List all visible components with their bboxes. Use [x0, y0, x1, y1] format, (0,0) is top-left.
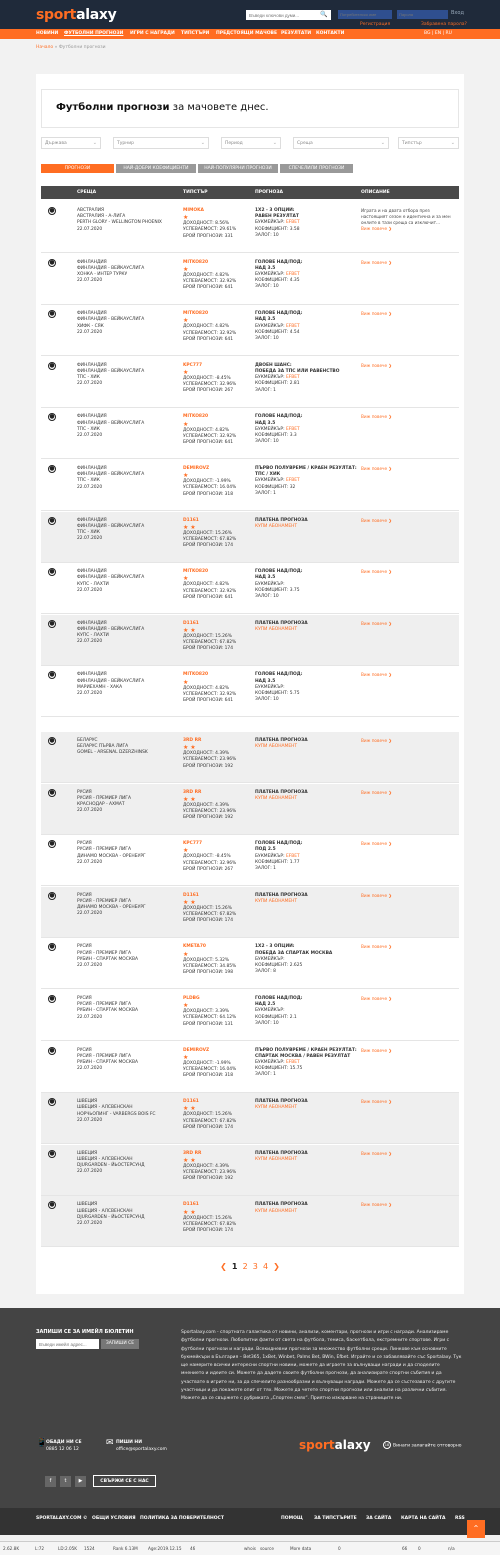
sitemap-link[interactable]: КАРТА НА САЙТА: [401, 1516, 446, 1521]
nav-item-games[interactable]: ИГРИ С НАГРАДИ: [130, 31, 175, 36]
description-cell: [361, 672, 453, 678]
tipster-name[interactable]: D1161: [183, 1202, 199, 1208]
match-cell[interactable]: ШВЕЦИЯ ШВЕЦИЯ - АЛСВЕНСКАН НОРЧЬОПИНГ - VARBERGS BOIS FC 22.07.2020: [77, 1099, 156, 1123]
description-cell: [361, 518, 453, 524]
see-more-link[interactable]: Виж повече ❯: [361, 466, 392, 471]
seo-metric[interactable]: 66: [402, 1546, 408, 1551]
match-cell[interactable]: ФИНЛАНДИЯ ФИНЛАНДИЯ - ВЕЙКАУСЛИГА ТПС - ХИК 22.07.2020: [77, 466, 145, 490]
phone-icon: 📱: [36, 1438, 48, 1448]
page-title: Футболни прогнози за мачовете днес.: [56, 102, 269, 113]
seo-metric[interactable]: 2.62.8K: [3, 1546, 20, 1551]
responsible-gambling: 18 Винаги залагайте отговорно: [384, 1443, 462, 1449]
see-more-link[interactable]: Виж повече ❯: [361, 996, 392, 1001]
see-more-link[interactable]: Виж повече ❯: [361, 841, 392, 847]
match-cell[interactable]: АВСТРАЛИЯ АВСТРАЛИЯ - А-ЛИГА PERTH GLORY - WELLINGTON PHOENIX 22.07.2020: [77, 208, 162, 232]
username-input[interactable]: [338, 10, 392, 19]
bookmaker-link[interactable]: EFBET: [285, 220, 300, 226]
description-cell: [361, 841, 453, 847]
pager-next[interactable]: ❯: [273, 1262, 280, 1271]
footer-logo[interactable]: sportalaxy: [299, 1438, 371, 1452]
prediction-cell: ПЪРВО ПОЛУВРЕМЕ / КРАЕН РЕЗУЛТАТ: ТПС / ХИК БУКМЕЙКЪР: EFBET КОЕФИЦИЕНТ: 32 ЗАЛОГ: 1: [255, 466, 357, 496]
bookmaker-link[interactable]: EFBET: [285, 853, 300, 859]
filter-period[interactable]: Период ⌄: [221, 137, 281, 149]
about-site-link[interactable]: ЗА САЙТА: [366, 1516, 392, 1521]
tab-popular[interactable]: НАЙ-ПОПУЛЯРНИ ПРОГНОЗИ: [198, 164, 278, 173]
table-row: [41, 1196, 459, 1247]
match-cell[interactable]: ФИНЛАНДИЯ ФИНЛАНДИЯ - ВЕЙКАУСЛИГА КУПС - ЛАХТИ 22.07.2020: [77, 569, 145, 593]
subscribe-link[interactable]: КУПИ АБОНАМЕНТ: [255, 627, 298, 632]
mail-icon: ✉: [106, 1438, 114, 1448]
subscribe-link[interactable]: КУПИ АБОНАМЕНТ: [255, 1105, 298, 1111]
chevron-down-icon: ⌄: [200, 140, 205, 146]
subscribe-link[interactable]: КУПИ АБОНАМЕНТ: [255, 795, 298, 801]
tipster-name[interactable]: MITKO820: [183, 672, 209, 678]
tipster-name[interactable]: 3RD RR: [183, 738, 202, 743]
tipster-cell: D1161 ★ ★ ДОХОДНОСТ: 15.26% УСПЕВАЕМОСТ: 67.82% БРОЙ ПРОГНОЗИ: 174: [183, 620, 237, 652]
seo-metric[interactable]: Rank 6.13M: [113, 1546, 138, 1551]
football-icon: ●: [49, 1046, 55, 1054]
see-more-link[interactable]: Виж повече ❯: [361, 259, 392, 265]
tipster-cell: MITKO820 ★ ДОХОДНОСТ: 4.82% УСПЕВАЕМОСТ: 32.92% БРОЙ ПРОГНОЗИ: 641: [183, 414, 237, 445]
tab-best-odds[interactable]: НАЙ-ДОБРИ КОЕФИЦИЕНТИ: [116, 164, 196, 173]
filter-match[interactable]: Среща ⌄: [293, 137, 389, 149]
tipster-cell: KPC777 ★ ДОХОДНОСТ: -8.45% УСПЕВАЕМОСТ: 32.96% БРОЙ ПРОГНОЗИ: 267: [183, 362, 237, 394]
title-card: [41, 89, 459, 128]
football-icon: ●: [49, 310, 55, 318]
match-cell[interactable]: РУСИЯ РУСИЯ - ПРЕМИЕР ЛИГА РУБИН - СПАРТАК МОСКВА 22.07.2020: [77, 996, 138, 1020]
prediction-cell: ПЛАТЕНА ПРОГНОЗА КУПИ АБОНАМЕНТ: [255, 789, 308, 801]
football-icon: ●: [49, 671, 55, 679]
tipster-cell: KPC777 ★ ДОХОДНОСТ: -8.45% УСПЕВАЕМОСТ: 32.96% БРОЙ ПРОГНОЗИ: 267: [183, 841, 237, 872]
subscribe-link[interactable]: КУПИ АБОНАМЕНТ: [255, 1208, 298, 1214]
match-cell[interactable]: РУСИЯ РУСИЯ - ПРЕМИЕР ЛИГА РУБИН - СПАРТАК МОСКВА 22.07.2020: [77, 1047, 138, 1072]
language-switcher[interactable]: BG | EN | RU: [424, 31, 452, 36]
seo-metric[interactable]: whois: [244, 1546, 256, 1551]
col-prediction: ПРОГНОЗА: [255, 190, 284, 195]
tipster-name[interactable]: DEMIROVZ: [183, 1047, 210, 1053]
nav-item-predictions[interactable]: ФУТБОЛНИ ПРОГНОЗИ: [64, 31, 124, 36]
col-tipster: ТИПСТЪР: [183, 190, 208, 195]
star-icon: ★: [183, 472, 189, 480]
tipster-cell: 3RD RR ★ ★ ДОХОДНОСТ: 4.39% УСПЕВАЕМОСТ: 23.96% БРОЙ ПРОГНОЗИ: 192: [183, 738, 237, 769]
see-more-link[interactable]: Виж повече ❯: [361, 620, 392, 626]
star-icon: ★: [183, 420, 189, 428]
football-icon: ●: [49, 465, 55, 472]
table-row: [41, 512, 459, 563]
table-row: [41, 1093, 459, 1144]
subscribe-link[interactable]: КУПИ АБОНАМЕНТ: [255, 523, 298, 529]
star-icon: ★: [183, 1053, 189, 1061]
tipster-name[interactable]: KMETA70: [183, 944, 206, 950]
star-icon: ★ ★: [183, 627, 196, 634]
tipster-name[interactable]: MITKO820: [183, 311, 209, 317]
login-button[interactable]: Вход: [451, 10, 464, 16]
email-link[interactable]: office@sportalaxy.com: [116, 1446, 167, 1452]
table-row: [41, 1042, 459, 1093]
pager-page-4[interactable]: 4: [262, 1262, 269, 1271]
prediction-cell: ГОЛОВЕ НАД/ПОД: НАД 3.5 БУКМЕЙКЪР: EFBET КОЕФИЦИЕНТ: 4.35 ЗАЛОГ: 10: [255, 259, 303, 290]
football-icon: ●: [49, 943, 55, 951]
star-icon: ★ ★: [183, 523, 196, 531]
scroll-to-top-button[interactable]: ⌃: [467, 1520, 485, 1538]
forgot-password-link[interactable]: Забравена парола?: [421, 22, 467, 27]
star-icon: ★: [183, 317, 189, 325]
star-icon: ★: [183, 214, 189, 222]
prediction-cell: ПЛАТЕНА ПРОГНОЗА КУПИ АБОНАМЕНТ: [255, 1150, 308, 1162]
star-icon: ★ ★: [183, 744, 196, 752]
description-cell: Играта и на двата отбора през настоящият сезон е идентична и за мен онлите в тази среща са изключит... Виж повече ❯: [361, 208, 453, 232]
table-row: [41, 460, 459, 511]
tipster-name[interactable]: D1161: [183, 620, 199, 626]
tipster-name[interactable]: MIMOKA: [183, 208, 204, 213]
see-more-link[interactable]: Виж повече ❯: [361, 738, 392, 743]
see-more-link[interactable]: Виж повече ❯: [361, 414, 392, 420]
see-more-link[interactable]: Виж повече ❯: [361, 517, 392, 523]
match-cell[interactable]: РУСИЯ РУСИЯ - ПРЕМИЕР ЛИГА ДИНАМО МОСКВА - ОРЕНБУРГ 22.07.2020: [77, 841, 146, 865]
nav-item-upcoming[interactable]: ПРЕДСТОЯЩИ МАЧОВЕ: [216, 31, 278, 36]
filter-tipster[interactable]: Типстър ⌄: [398, 137, 459, 149]
tipster-name[interactable]: MITKO820: [183, 259, 209, 265]
match-cell[interactable]: ФИНЛАНДИЯ ФИНЛАНДИЯ - ВЕЙКАУСЛИГА ХОНКА - ИНТЕР ТУРКУ 22.07.2020: [77, 259, 145, 284]
description-cell: [361, 311, 453, 317]
contact-button[interactable]: СВЪРЖИ СЕ С НАС: [93, 1475, 156, 1487]
match-cell[interactable]: РУСИЯ РУСИЯ - ПРЕМИЕР ЛИГА КРАСНОДАР - АХМАТ 22.07.2020: [77, 789, 131, 814]
description-cell: [361, 944, 453, 950]
star-icon: ★: [183, 678, 189, 686]
tipster-cell: D1161 ★ ★ ДОХОДНОСТ: 15.26% УСПЕВАЕМОСТ: 67.82% БРОЙ ПРОГНОЗИ: 174: [183, 1099, 237, 1130]
seo-metric[interactable]: Age:2019.12.15: [148, 1546, 182, 1551]
match-cell[interactable]: ФИНЛАНДИЯ ФИНЛАНДИЯ - ВЕЙКАУСЛИГА ХИФК - СЯК 22.07.2020: [77, 311, 145, 335]
subscribe-link[interactable]: КУПИ АБОНАМЕНТ: [255, 744, 298, 750]
table-row: [41, 254, 459, 305]
tipster-name[interactable]: MITKO820: [183, 414, 209, 420]
tipster-name[interactable]: D1161: [183, 517, 199, 523]
main-nav: [0, 29, 500, 39]
prediction-cell: ПЛАТЕНА ПРОГНОЗА КУПИ АБОНАМЕНТ: [255, 738, 308, 750]
description-cell: [361, 363, 453, 369]
seo-toolbar: [0, 1541, 500, 1555]
tipster-cell: DEMIROVZ ★ ДОХОДНОСТ: -1.99% УСПЕВАЕМОСТ: 16.04% БРОЙ ПРОГНОЗИ: 318: [183, 466, 237, 497]
football-icon: ●: [49, 788, 55, 796]
filter-country[interactable]: Държава ⌄: [41, 137, 101, 149]
tipster-cell: 3RD RR ★ ★ ДОХОДНОСТ: 4.39% УСПЕВАЕМОСТ: 23.96% БРОЙ ПРОГНОЗИ: 192: [183, 1150, 237, 1182]
star-icon: ★: [183, 265, 189, 273]
pagination: [36, 1262, 464, 1271]
description-cell: [361, 1048, 453, 1054]
see-more-link[interactable]: Виж повече ❯: [361, 362, 392, 368]
seo-metric[interactable]: 0: [338, 1546, 341, 1551]
search-input[interactable]: [246, 10, 331, 20]
match-cell[interactable]: БЕЛАРУС БЕЛАРУС ПЪРВА ЛИГА GOMEL - ARSENAL DZERZHINSK: [77, 738, 148, 756]
description-cell: [361, 466, 453, 472]
football-icon: ●: [49, 995, 55, 1002]
tipster-cell: MITKO820 ★ ДОХОДНОСТ: 4.82% УСПЕВАЕМОСТ: 32.92% БРОЙ ПРОГНОЗИ: 641: [183, 569, 237, 600]
tipster-name[interactable]: MITKO820: [183, 569, 209, 575]
rss-link[interactable]: RSS: [455, 1516, 465, 1521]
football-icon: ●: [49, 258, 55, 266]
facebook-icon[interactable]: f: [45, 1476, 56, 1487]
description-cell: [361, 893, 453, 899]
tipster-name[interactable]: DEMIROVZ: [183, 466, 210, 471]
match-cell[interactable]: ШВЕЦИЯ ШВЕЦИЯ - АЛСВЕНСКАН DJURGARDEN - ЙЬОСТЕРСУНД 22.07.2020: [77, 1202, 145, 1226]
breadcrumb: Начало » Футболни прогнози: [36, 45, 106, 50]
match-cell[interactable]: ФИНЛАНДИЯ ФИНЛАНДИЯ - ВЕЙКАУСЛИГА МАРИЕХАМН - ХАКА 22.07.2020: [77, 672, 145, 696]
prediction-cell: ПЛАТЕНА ПРОГНОЗА КУПИ АБОНАМЕНТ: [255, 620, 308, 632]
prediction-cell: ПЪРВО ПОЛУВРЕМЕ / КРАЕН РЕЗУЛТАТ: СПАРТАК МОСКВА / РАВЕН РЕЗУЛТАТ БУКМЕЙКЪР: EFBET КОЕФИЦИЕНТ: 15.75 ЗАЛОГ: 1: [255, 1047, 357, 1078]
table-row: [41, 202, 459, 253]
password-input[interactable]: [397, 10, 448, 19]
privacy-link[interactable]: ПОЛИТИКА ЗА ПОВЕРИТЕЛНОСТ: [140, 1516, 224, 1521]
chevron-down-icon: ⌄: [92, 140, 97, 146]
help-link[interactable]: ПОМОЩ: [281, 1516, 303, 1521]
prediction-cell: ПЛАТЕНА ПРОГНОЗА КУПИ АБОНАМЕНТ: [255, 892, 308, 904]
table-row: [41, 408, 459, 459]
star-icon: ★ ★: [183, 1208, 196, 1216]
see-more-link[interactable]: Виж повече ❯: [361, 789, 392, 795]
top-bar: [0, 0, 500, 29]
prediction-cell: ГОЛОВЕ НАД/ПОД: НАД 3.5 БУКМЕЙКЪР: EFBET КОЕФИЦИЕНТ: 4.54 ЗАЛОГ: 10: [255, 311, 303, 341]
pager-prev[interactable]: ❮: [220, 1262, 227, 1271]
description-cell: [361, 621, 453, 627]
breadcrumb-home[interactable]: Начало: [36, 45, 54, 50]
description-cell: [361, 569, 453, 575]
star-icon: ★ ★: [183, 1105, 196, 1113]
tipster-name[interactable]: PLDBG: [183, 996, 200, 1001]
seo-metric[interactable]: 0: [418, 1546, 421, 1551]
tipster-cell: MITKO820 ★ ДОХОДНОСТ: 4.82% УСПЕВАЕМОСТ: 32.92% БРОЙ ПРОГНОЗИ: 641: [183, 259, 237, 291]
football-icon: ●: [49, 516, 55, 524]
tipster-cell: D1161 ★ ★ ДОХОДНОСТ: 15.26% УСПЕВАЕМОСТ: 67.82% БРОЙ ПРОГНОЗИ: 174: [183, 517, 237, 549]
search-icon[interactable]: 🔍: [320, 11, 328, 18]
description-cell: [361, 738, 453, 744]
table-row: [41, 835, 459, 886]
table-row: [41, 615, 459, 666]
prediction-cell: 1X2 - 3 ОПЦИИ: РАВЕН РЕЗУЛТАТ БУКМЕЙКЪР: EFBET КОЕФИЦИЕНТ: 3.58 ЗАЛОГ: 10: [255, 208, 300, 238]
newsletter-email-input[interactable]: [36, 1339, 99, 1349]
site-logo[interactable]: sportalaxy: [36, 7, 117, 23]
football-icon: ●: [49, 891, 55, 899]
see-more-link[interactable]: Виж повече ❯: [361, 226, 392, 231]
star-icon: ★: [183, 369, 189, 376]
breadcrumb-current: Футболни прогнози: [58, 45, 106, 50]
table-row: [41, 357, 459, 408]
nav-item-results[interactable]: РЕЗУЛТАТИ: [281, 31, 312, 36]
nav-item-tipsters[interactable]: ТИПСТЪРИ: [181, 31, 210, 36]
football-icon: ●: [49, 1201, 55, 1209]
table-row: [41, 732, 459, 783]
description-cell: [361, 1202, 453, 1208]
table-row: [41, 887, 459, 938]
star-icon: ★: [183, 847, 189, 855]
tipster-cell: KMETA70 ★ ДОХОДНОСТ: 5.32% УСПЕВАЕМОСТ: 34.85% БРОЙ ПРОГНОЗИ: 198: [183, 944, 237, 975]
football-icon: ●: [49, 413, 55, 421]
col-match: СРЕЩА: [77, 190, 97, 195]
tipster-cell: MITKO820 ★ ДОХОДНОСТ: 4.82% УСПЕВАЕМОСТ: 32.92% БРОЙ ПРОГНОЗИ: 641: [183, 672, 237, 703]
seo-metric[interactable]: source: [260, 1546, 274, 1551]
football-icon: ●: [49, 1149, 55, 1157]
tipster-name[interactable]: D1161: [183, 1099, 199, 1105]
match-cell[interactable]: ФИНЛАНДИЯ ФИНЛАНДИЯ - ВЕЙКАУСЛИГА ТПС - ХИК 22.07.2020: [77, 414, 145, 438]
prediction-cell: ГОЛОВЕ НАД/ПОД: НАД 3.5 БУКМЕЙКЪР: КОЕФИЦИЕНТ: 5.75 ЗАЛОГ: 10: [255, 672, 303, 703]
footer: ЗАПИШИ СЕ ЗА ИМЕЙЛ БЮЛЕТИН Въведи имейл адрес... ЗАПИШИ СЕ Sportalaxy.com - спортната галактика от новини, анализи, коментари, прогнози и игри с награди. Анализираме футболни прогнози. Любопитни факти от света на футбола, тениса, баскетбола, екстремните спортове. Игри с футболни прогнози и награди. Всекидневни прогнози за множество футболни срещи. Линкове към основните букмейкъри в България – Bet365, 1xBet, Winbet, Palms Bet, BWin, Efbet. Играйте и се забавлявайте със Sportalaxy. Тук ще намерите всички интересни спортни новини, можете да играете за вълнуващи награди и да споделите мнението и идеите си. Можете да дадете своите футболни прогнози, да анализирате спортни събития и да участвате в игрите ни, за да спечелите разнообразни и вълнуващи награди. Можете да се състезавате с другите участници и да покажете опит от тях. Можете да четете спортни прогнози или анализи на различни събития. Можете да се свържете с рубриката „Спортен смях“. Приятно изкарване на страниците ни. 📱 ОБАДИ НИ СЕ 0885 12 06 12 ✉ ПИШИ НИ office@sportalaxy.com sportalaxy 18 Винаги залагайте отговорно f t ▶ СВЪРЖИ СЕ С НАС: [0, 1308, 500, 1508]
seo-metric[interactable]: n/a: [448, 1546, 455, 1551]
bookmaker-link[interactable]: EFBET: [285, 375, 300, 381]
table-row: [41, 990, 459, 1041]
match-cell[interactable]: РУСИЯ РУСИЯ - ПРЕМИЕР ЛИГА ДИНАМО МОСКВА - ОРЕНБУРГ 22.07.2020: [77, 892, 146, 917]
prediction-cell: ДВОЕН ШАНС: ПОБЕДА ЗА ТПС ИЛИ РАВЕНСТВО БУКМЕЙКЪР: EFBET КОЕФИЦИЕНТ: 2.81 ЗАЛОГ: 1: [255, 362, 340, 393]
table-row: [41, 784, 459, 835]
prediction-cell: ГОЛОВЕ НАД/ПОД: НАД 2.5 БУКМЕЙКЪР: КОЕФИЦИЕНТ: 2.1 ЗАЛОГ: 10: [255, 996, 303, 1026]
star-icon: ★: [183, 575, 189, 583]
twitter-icon[interactable]: t: [60, 1476, 71, 1487]
chevron-down-icon: ⌄: [450, 140, 455, 146]
tipster-name[interactable]: 3RD RR: [183, 1150, 202, 1156]
age-18-icon: 18: [384, 1443, 390, 1447]
chevron-down-icon: ⌄: [380, 140, 385, 146]
prediction-cell: ГОЛОВЕ НАД/ПОД: ПОД 2.5 БУКМЕЙКЪР: EFBET КОЕФИЦИЕНТ: 1.77 ЗАЛОГ: 1: [255, 841, 303, 871]
star-icon: ★ ★: [183, 795, 196, 803]
prediction-cell: ПЛАТЕНА ПРОГНОЗА КУПИ АБОНАМЕНТ: [255, 517, 308, 529]
star-icon: ★: [183, 1002, 189, 1010]
chevron-down-icon: ⌄: [272, 140, 277, 146]
see-more-link[interactable]: Виж повече ❯: [361, 1099, 392, 1105]
bookmaker-link[interactable]: EFBET: [285, 323, 300, 329]
newsletter-subscribe-button[interactable]: ЗАПИШИ СЕ: [101, 1339, 139, 1349]
bookmaker-link[interactable]: EFBET: [285, 272, 300, 277]
see-more-link[interactable]: Виж повече ❯: [361, 672, 392, 678]
tipster-cell: D1161 ★ ★ ДОХОДНОСТ: 15.26% УСПЕВАЕМОСТ: 67.82% БРОЙ ПРОГНОЗИ: 174: [183, 1202, 237, 1233]
seo-metric[interactable]: LD:2.05K: [58, 1546, 78, 1551]
pager-page-1[interactable]: 1: [231, 1262, 238, 1271]
table-row: [41, 1145, 459, 1196]
nav-item-contacts[interactable]: КОНТАКТИ: [316, 31, 345, 36]
table-row: [41, 305, 459, 356]
tipster-cell: DEMIROVZ ★ ДОХОДНОСТ: -1.99% УСПЕВАЕМОСТ: 16.04% БРОЙ ПРОГНОЗИ: 318: [183, 1047, 237, 1079]
phone-number[interactable]: 0885 12 06 12: [46, 1446, 79, 1452]
table-row: [41, 938, 459, 989]
tipster-name[interactable]: KPC777: [183, 841, 203, 847]
tipster-name[interactable]: D1161: [183, 892, 199, 898]
match-cell[interactable]: ШВЕЦИЯ ШВЕЦИЯ - АЛСВЕНСКАН DJURGARDEN - ЙЬОСТЕРСУНД 22.07.2020: [77, 1150, 145, 1175]
see-more-link[interactable]: Виж повече ❯: [361, 1202, 392, 1208]
subscribe-link[interactable]: КУПИ АБОНАМЕНТ: [255, 1157, 298, 1162]
football-icon: ●: [49, 361, 55, 369]
tipster-name[interactable]: KPC777: [183, 362, 203, 368]
see-more-link[interactable]: Виж повече ❯: [361, 892, 392, 898]
tipster-cell: 3RD RR ★ ★ ДОХОДНОСТ: 4.39% УСПЕВАЕМОСТ: 23.96% БРОЙ ПРОГНОЗИ: 192: [183, 789, 237, 821]
tipster-cell: MIMOKA ★ ДОХОДНОСТ: 8.56% УСПЕВАЕМОСТ: 29.61% БРОЙ ПРОГНОЗИ: 331: [183, 208, 237, 239]
tipster-cell: MITKO820 ★ ДОХОДНОСТ: 4.82% УСПЕВАЕМОСТ: 32.92% БРОЙ ПРОГНОЗИ: 641: [183, 311, 237, 342]
football-icon: ●: [49, 1098, 55, 1106]
for-tipsters-link[interactable]: ЗА ТИПСТЪРИТЕ: [314, 1516, 357, 1521]
seo-metric[interactable]: 1524: [84, 1546, 95, 1551]
football-icon: ●: [49, 619, 55, 627]
copyright: SPORTALAXY.COM ©: [36, 1516, 88, 1521]
filter-tournament[interactable]: Турнир ⌄: [113, 137, 209, 149]
prediction-cell: ПЛАТЕНА ПРОГНОЗА КУПИ АБОНАМЕНТ: [255, 1099, 308, 1111]
star-icon: ★: [183, 950, 189, 958]
tipster-name[interactable]: 3RD RR: [183, 789, 202, 795]
register-link[interactable]: Регистрация: [360, 22, 391, 27]
see-more-link[interactable]: Виж повече ❯: [361, 944, 392, 950]
tab-predictions[interactable]: ПРОГНОЗИ: [41, 164, 114, 173]
newsletter-title: ЗАПИШИ СЕ ЗА ИМЕЙЛ БЮЛЕТИН: [36, 1329, 134, 1335]
tipster-cell: D1161 ★ ★ ДОХОДНОСТ: 15.26% УСПЕВАЕМОСТ: 67.82% БРОЙ ПРОГНОЗИ: 174: [183, 892, 237, 924]
pager-page-3[interactable]: 3: [252, 1262, 258, 1271]
description-cell: [361, 790, 453, 796]
seo-metric[interactable]: More data: [290, 1546, 312, 1551]
star-icon: ★ ★: [183, 1157, 196, 1164]
description-cell: [361, 1151, 453, 1157]
seo-metric[interactable]: L:72: [35, 1546, 45, 1551]
main-content: [36, 74, 464, 1294]
pager-page-2[interactable]: 2: [242, 1262, 248, 1271]
prediction-cell: ГОЛОВЕ НАД/ПОД: НАД 3.5 БУКМЕЙКЪР: КОЕФИЦИЕНТ: 3.75 ЗАЛОГ: 10: [255, 569, 303, 599]
table-header: [41, 186, 459, 199]
description-cell: [361, 260, 453, 266]
football-icon: ●: [49, 840, 55, 848]
description-cell: [361, 414, 453, 420]
see-more-link[interactable]: Виж повече ❯: [361, 1150, 392, 1156]
football-icon: ●: [49, 207, 55, 214]
youtube-icon[interactable]: ▶: [75, 1476, 86, 1487]
star-icon: ★ ★: [183, 899, 196, 906]
match-cell[interactable]: ФИНЛАНДИЯ ФИНЛАНДИЯ - ВЕЙКАУСЛИГА ТПС - ХИК 22.07.2020: [77, 517, 145, 542]
see-more-link[interactable]: Виж повече ❯: [361, 311, 392, 317]
tab-won[interactable]: СПЕЧЕЛИЛИ ПРОГНОЗИ: [280, 164, 353, 173]
bookmaker-link[interactable]: EFBET: [285, 478, 300, 484]
see-more-link[interactable]: Виж повече ❯: [361, 1047, 392, 1053]
tipster-cell: PLDBG ★ ДОХОДНОСТ: 3.39% УСПЕВАЕМОСТ: 64.12% БРОЙ ПРОГНОЗИ: 131: [183, 996, 237, 1027]
table-row: [41, 666, 459, 717]
bookmaker-link[interactable]: EFBET: [285, 1060, 300, 1065]
match-cell[interactable]: РУСИЯ РУСИЯ - ПРЕМИЕР ЛИГА РУБИН - СПАРТАК МОСКВА 22.07.2020: [77, 944, 138, 968]
match-cell[interactable]: ФИНЛАНДИЯ ФИНЛАНДИЯ - ВЕЙКАУСЛИГА КУПС - ЛАХТИ 22.07.2020: [77, 620, 145, 645]
about-text: Sportalaxy.com - спортната галактика от новини, анализи, коментари, прогнози и игри с награди. Анализираме футболни прогнози. Любопитни факти от света на футбола, тениса, баскетбола, екстремните спортове. Игри с футболни прогнози и награди. Всекидневни прогнози за множество футболни срещи. Линкове към основните букмейкъри в България – Bet365, 1xBet, Winbet, Palms Bet, BWin, Efbet. Играйте и се забавлявайте със Sportalaxy. Тук ще намерите всички интересни спортни новини, можете да играете за вълнуващи награди и да споделите мнението и идеите си. Можете да дадете своите футболни прогнози, да анализирате спортни събития и да участвате в игрите ни, за да спечелите разнообразни и вълнуващи награди. Можете да се състезавате с другите участници и да покажете опит от тях. Можете да четете спортни прогнози или анализи на различни събития. Можете да се свържете с рубриката „Спортен смях“. Приятно изкарване на страниците ни.: [181, 1330, 462, 1402]
match-cell[interactable]: ФИНЛАНДИЯ ФИНЛАНДИЯ - ВЕЙКАУСЛИГА ТПС - ХИК 22.07.2020: [77, 362, 145, 387]
prediction-cell: 1X2 - 3 ОПЦИИ: ПОБЕДА ЗА СПАРТАК МОСКВА БУКМЕЙКЪР: КОЕФИЦИЕНТ: 2.625 ЗАЛОГ: 8: [255, 944, 333, 975]
table-row: [41, 563, 459, 614]
terms-link[interactable]: ОБЩИ УСЛОВИЯ: [92, 1516, 136, 1521]
footer-bar: [0, 1508, 500, 1535]
subscribe-link[interactable]: КУПИ АБОНАМЕНТ: [255, 899, 298, 904]
football-icon: ●: [49, 568, 55, 576]
football-icon: ●: [49, 737, 55, 744]
col-description: ОПИСАНИЕ: [361, 190, 390, 195]
seo-metric[interactable]: 46: [190, 1546, 196, 1551]
bookmaker-link[interactable]: EFBET: [285, 426, 300, 432]
see-more-link[interactable]: Виж повече ❯: [361, 569, 392, 575]
description-cell: [361, 1099, 453, 1105]
nav-item-news[interactable]: НОВИНИ: [36, 31, 59, 36]
description-cell: [361, 996, 453, 1002]
prediction-cell: ПЛАТЕНА ПРОГНОЗА КУПИ АБОНАМЕНТ: [255, 1202, 308, 1214]
prediction-cell: ГОЛОВЕ НАД/ПОД: НАД 3.5 БУКМЕЙКЪР: EFBET КОЕФИЦИЕНТ: 3.3 ЗАЛОГ: 10: [255, 414, 303, 445]
